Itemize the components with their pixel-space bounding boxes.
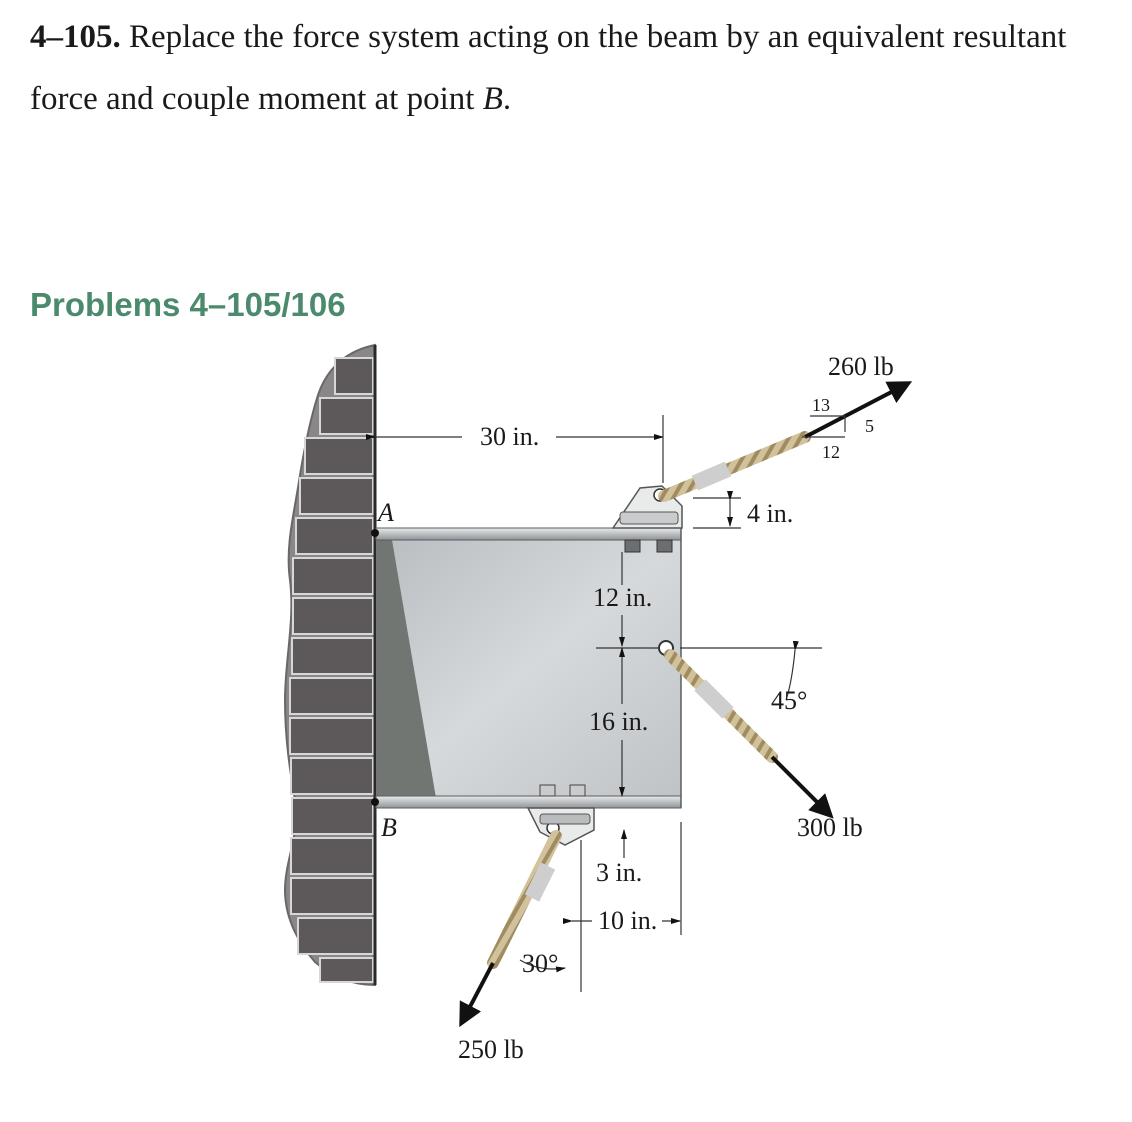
cable-260 (664, 385, 905, 496)
point-b-label: B (381, 813, 397, 842)
slope-13-label: 13 (812, 395, 830, 415)
force-300-label: 300 lb (797, 813, 863, 842)
angle-30-label: 30° (522, 949, 559, 978)
point-a-label: A (378, 498, 394, 527)
dim-10-label: 10 in. (598, 906, 658, 935)
cable-300 (670, 655, 828, 813)
force-260-label: 260 lb (828, 352, 894, 381)
problem-number: 4–105. (30, 19, 121, 55)
force-250-label: 250 lb (458, 1035, 524, 1064)
dim-3-label: 3 in. (596, 858, 643, 887)
slope-12-label: 12 (822, 442, 840, 462)
problem-text: Replace the force system acting on the beam by an equivalent resultant force and couple moment at point (30, 19, 1067, 117)
dim-4-label: 4 in. (747, 499, 794, 528)
dim-30-label: 30 in. (480, 422, 540, 451)
dim-16-label: 16 in. (589, 707, 649, 736)
beam (371, 528, 681, 808)
dim-12-label: 12 in. (593, 583, 653, 612)
cable-250 (463, 836, 559, 1020)
problems-heading: Problems 4–105/106 (30, 286, 346, 323)
problem-end: . (502, 81, 512, 117)
angle-45-label: 45° (771, 686, 808, 715)
brick-wall (285, 345, 375, 985)
slope-5-label: 5 (865, 416, 874, 436)
problem-point: B (482, 81, 503, 117)
